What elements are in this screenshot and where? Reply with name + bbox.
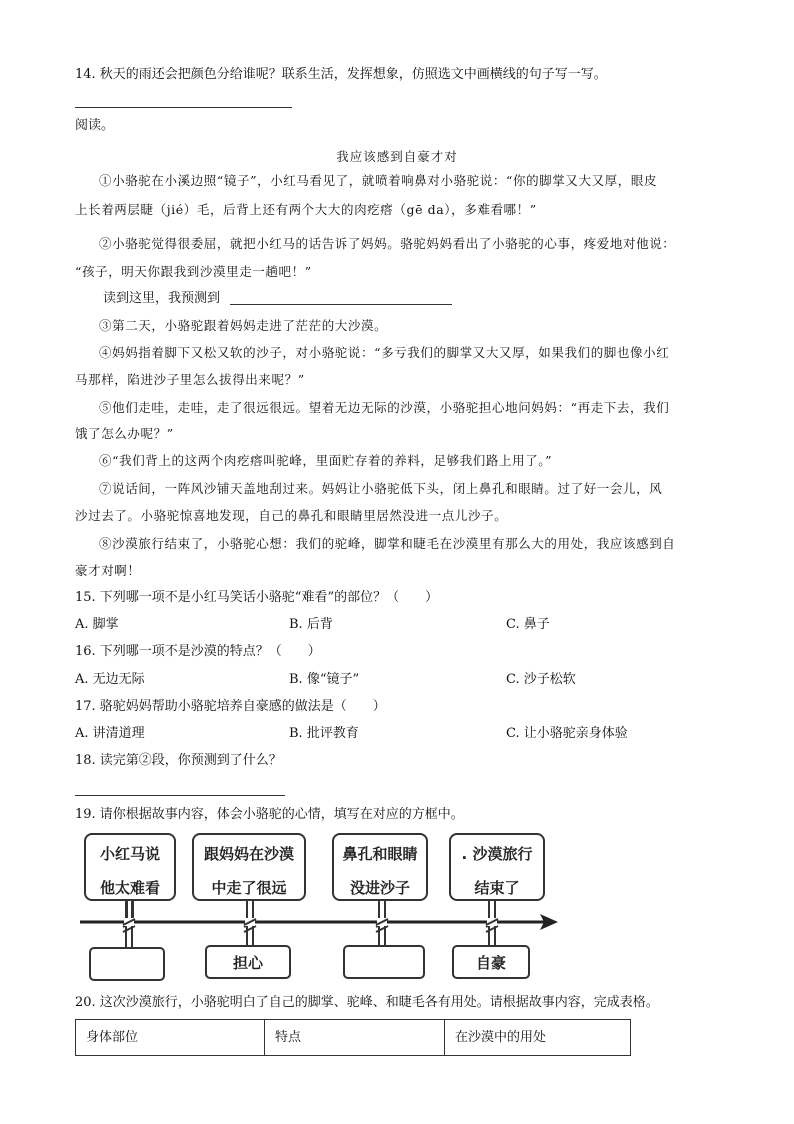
event-3-line1: 鼻孔和眼睛: [342, 845, 418, 863]
passage-p8-line1: ⑧沙漠旅行结束了，小骆驼心想：我们的驼峰，脚掌和睫毛在沙漠里有那么大的用处，我应该感到自: [99, 536, 676, 551]
timeline-event-4: [449, 833, 545, 901]
header-feature: 特点: [265, 1020, 445, 1056]
question-18: 18. 读完第②段，你预测到了什么？: [75, 753, 282, 768]
answer-line-18[interactable]: [75, 795, 285, 796]
question-16: 16. 下列哪一项不是沙漠的特点？（ ）: [75, 644, 321, 659]
q17-option-b[interactable]: B. 批评教育: [289, 726, 359, 741]
q15-option-c[interactable]: C. 鼻子: [506, 617, 550, 632]
q16-option-a[interactable]: A. 无边无际: [75, 672, 145, 687]
q15-option-a[interactable]: A. 脚掌: [75, 617, 119, 632]
predict-prompt: 读到这里，我预测到: [103, 291, 221, 306]
passage-p2-line2: “孩子，明天你跟我到沙漠里走一趟吧！”: [75, 264, 312, 279]
q16-option-b[interactable]: B. 像“镜子”: [289, 672, 360, 687]
feeling-box-3[interactable]: [343, 945, 425, 979]
passage-p5-line1: ⑤他们走哇，走哇，走了很远很远。望着无边无际的沙漠，小骆驼担心地问妈妈：“再走下去，我们: [99, 400, 670, 415]
event-2-line1: 跟妈妈在沙漠: [203, 845, 294, 863]
question-20: 20. 这次沙漠旅行，小骆驼明白了自己的脚掌、驼峰、和睫毛各有用处。请根据故事内容，完成表格。: [75, 995, 659, 1010]
passage-p1-line2: 上长着两层睫（jié）毛，后背上还有两个大大的肉疙瘩（gē da），多难看哪！”: [75, 202, 537, 217]
q20-table: [75, 1019, 631, 1056]
question-14: 14. 秋天的雨还会把颜色分给谁呢？联系生活，发挥想象，仿照选文中画横线的句子写一写。: [75, 67, 607, 82]
passage-p3: ③第二天，小骆驼跟着妈妈走进了茫茫的大沙漠。: [99, 318, 388, 333]
passage-p4-line1: ④妈妈指着脚下又松又软的沙子，对小骆驼说：“多亏我们的脚掌又大又厚，如果我们的脚也像小红: [99, 345, 670, 360]
feeling-box-2[interactable]: 担心: [205, 945, 291, 979]
header-usage: 在沙漠中的用处: [445, 1020, 631, 1056]
passage-p2-line1: ②小骆驼觉得很委屈，就把小红马的话告诉了妈妈。骆驼妈妈看出了小骆驼的心事，疼爱地对他说：: [99, 236, 676, 251]
feeling-box-1[interactable]: [89, 947, 165, 981]
passage-title: 我应该感到自豪才对: [336, 149, 458, 164]
passage-p5-line2: 饿了怎么办呢？”: [75, 426, 174, 441]
event-4-line1: . 沙漠旅行: [461, 845, 533, 863]
event-3-line2: 没进沙子: [349, 879, 410, 897]
passage-p8-line2: 豪才对啊！: [75, 563, 141, 578]
timeline-event-1: [84, 833, 176, 901]
q15-option-b[interactable]: B. 后背: [289, 617, 333, 632]
question-17: 17. 骆驼妈妈帮助小骆驼培养自豪感的做法是（ ）: [75, 699, 386, 714]
passage-p4-line2: 马那样，陷进沙子里怎么拔得出来呢？”: [75, 372, 305, 387]
feeling-box-4[interactable]: 自豪: [452, 945, 530, 979]
passage-p1-line1: ①小骆驼在小溪边照“镜子”，小红马看见了，就喷着响鼻对小骆驼说：“你的脚掌又大又厚，眼皮: [99, 173, 658, 188]
answer-line-14[interactable]: [75, 107, 292, 108]
event-4-line2: 结束了: [474, 879, 520, 897]
header-body-part: 身体部位: [76, 1020, 265, 1056]
timeline-event-2: [192, 833, 306, 901]
passage-p6: ⑥“我们背上的这两个肉疙瘩叫驼峰，里面贮存着的养料，足够我们路上用了。”: [99, 453, 553, 468]
question-15: 15. 下列哪一项不是小红马笑话小骆驼“难看”的部位？（ ）: [75, 590, 439, 605]
question-19: 19. 请你根据故事内容，体会小骆驼的心情，填写在对应的方框中。: [75, 807, 464, 822]
passage-p7-line2: 沙过去了。小骆驼惊喜地发现，自己的鼻孔和眼睛里居然没进一点儿沙子。: [75, 508, 508, 523]
event-2-line2: 中走了很远: [211, 879, 287, 897]
reading-label: 阅读。: [75, 118, 115, 133]
timeline-event-3: [332, 833, 428, 901]
table-header-row: [76, 1020, 631, 1056]
passage-p7-line1: ⑦说话间，一阵风沙铺天盖地刮过来。妈妈让小骆驼低下头，闭上鼻孔和眼睛。过了好一会儿，风: [99, 481, 663, 496]
event-1-line2: 他太难看: [99, 879, 160, 897]
q16-option-c[interactable]: C. 沙子松软: [506, 672, 576, 687]
q17-option-c[interactable]: C. 让小骆驼亲身体验: [506, 726, 628, 741]
event-1-line1: 小红马说: [99, 845, 160, 863]
predict-answer-line[interactable]: [230, 304, 452, 305]
q17-option-a[interactable]: A. 讲清道理: [75, 726, 145, 741]
